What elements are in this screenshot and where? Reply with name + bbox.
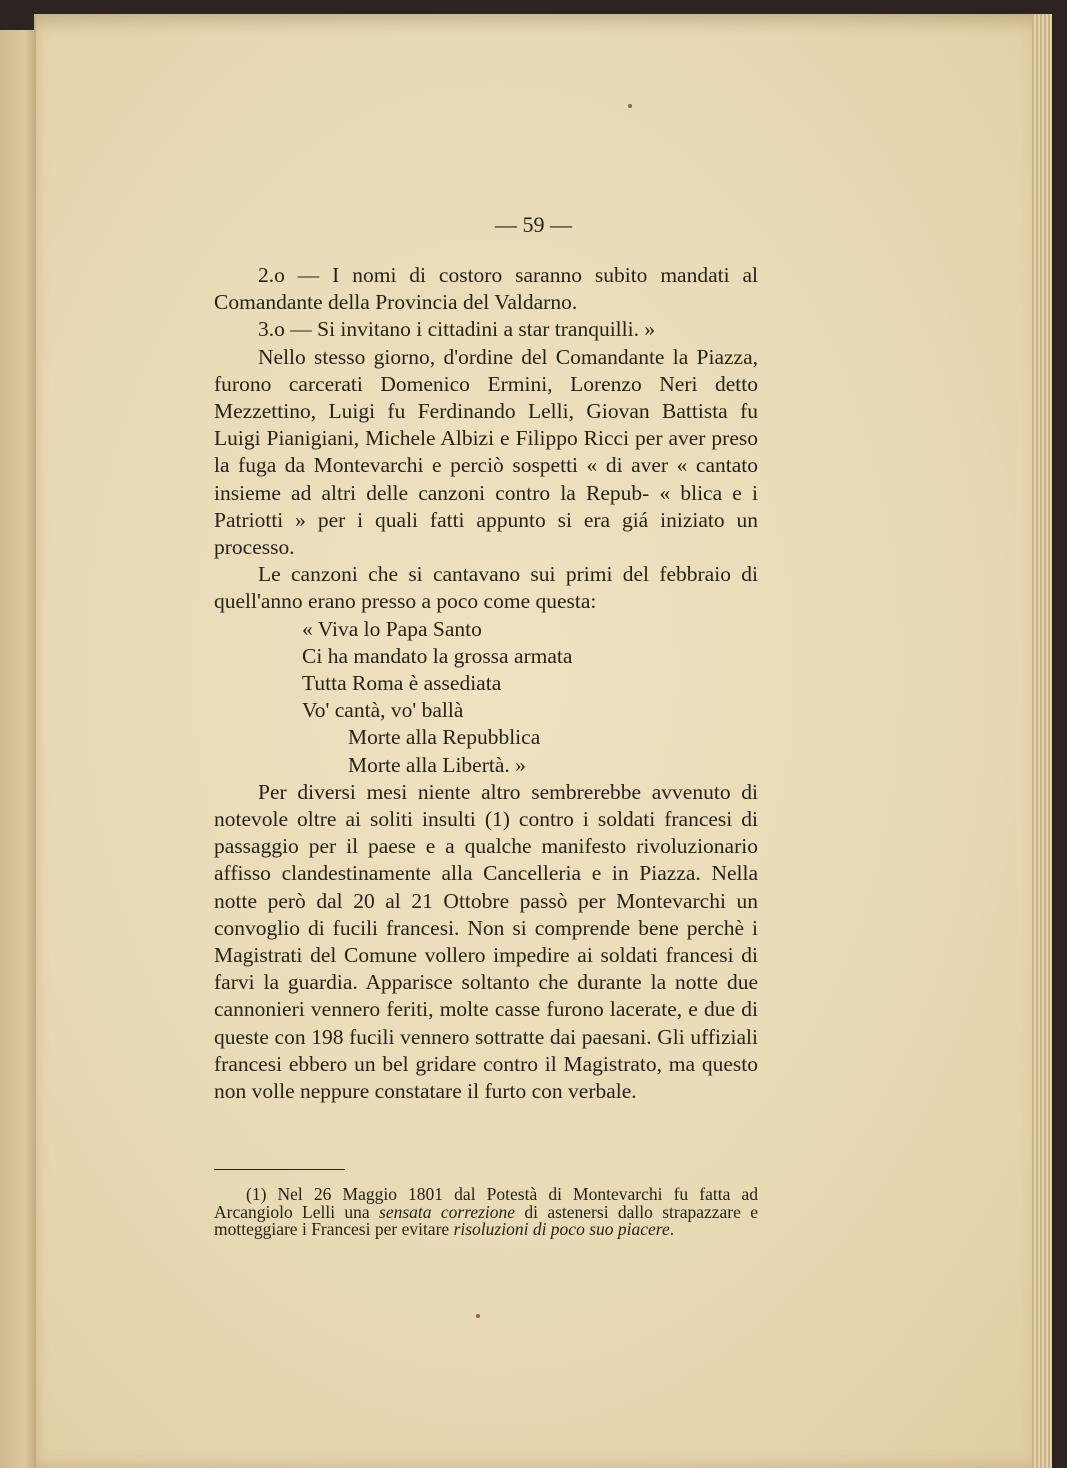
footnote (214, 1186, 758, 1239)
footnote-text: (1) Nel 26 Maggio 1801 dal Potestà di Montevarchi fu fatta ad Arcangiolo Lelli una (214, 1184, 758, 1222)
main-text (214, 262, 758, 1105)
footnote-text: di astenersi dallo strapazzare e motteggiare i Francesi per evitare (214, 1201, 758, 1239)
footnote-italic: risoluzioni di poco suo piacere (453, 1219, 670, 1239)
list-item-2: 2.o — I nomi di costoro saranno subito mandati al Comandante della Provincia del Valdarno. (214, 263, 758, 315)
page-number: — 59 — (495, 212, 572, 237)
footnote-text: . (669, 1219, 675, 1239)
paragraph-arrests: Nello stesso giorno, d'ordine del Comandante la Piazza, furono carcerati Domenico Ermini, Lorenzo Neri detto Mezzettino, Luigi fu Ferdinando Lelli, Giovan Battista fu Luigi Pianigiani, Michele Albizi e Filippo Ricci per aver preso la fuga da Montevarchi e perciò sospetti « di aver « cantato insieme ad altri delle canzoni contro la Repub- « blica e i Patriotti » per i quali fatti appunto si era giá iniziato un processo. (214, 344, 758, 560)
verse-line: Morte alla Libertà. » (348, 752, 526, 777)
paragraph-songs: Le canzoni che si cantavano sui primi del febbraio di quell'anno erano presso a poco come questa: (214, 562, 758, 614)
song-verse (214, 616, 758, 779)
paragraph-rifles: Per diversi mesi niente altro sembrerebbe avvenuto di notevole oltre ai soliti insulti (1) contro i soldati francesi di passaggio per il paese e a qualche manifesto rivoluzionario affisso clandestinamente alla Cancelleria e in Piazza. Nella notte però dal 20 al 21 Ottobre passò per Montevarchi un convoglio di fucili francesi. Non si comprende bene perchè i Magistrati del Comune vollero impedire ai soldati francesi di farvi la guardia. Apparisce soltanto che durante la notte due cannonieri vennero feriti, molte casse furono lacerate, e due di queste con 198 fucili vennero sottratte dai paesani. Gli uffiziali francesi ebbero un bel gridare contro il Magistrato, ma questo non volle neppure constatare il furto con verbale. (214, 779, 758, 1104)
paper-speck (476, 1314, 480, 1318)
list-item-3: 3.o — Si invitano i cittadini a star tranquilli. » (258, 317, 656, 342)
verse-line: Ci ha mandato la grossa armata (302, 643, 573, 668)
paper-speck (628, 104, 632, 108)
verse-line: Vo' cantà, vo' ballà (302, 698, 464, 723)
verse-line: Morte alla Repubblica (348, 725, 541, 750)
footnote-rule (214, 1169, 345, 1170)
verse-line: « Viva lo Papa Santo (302, 616, 482, 641)
verse-line: Tutta Roma è assediata (302, 671, 502, 696)
footnote-italic: sensata correzione (379, 1201, 516, 1222)
